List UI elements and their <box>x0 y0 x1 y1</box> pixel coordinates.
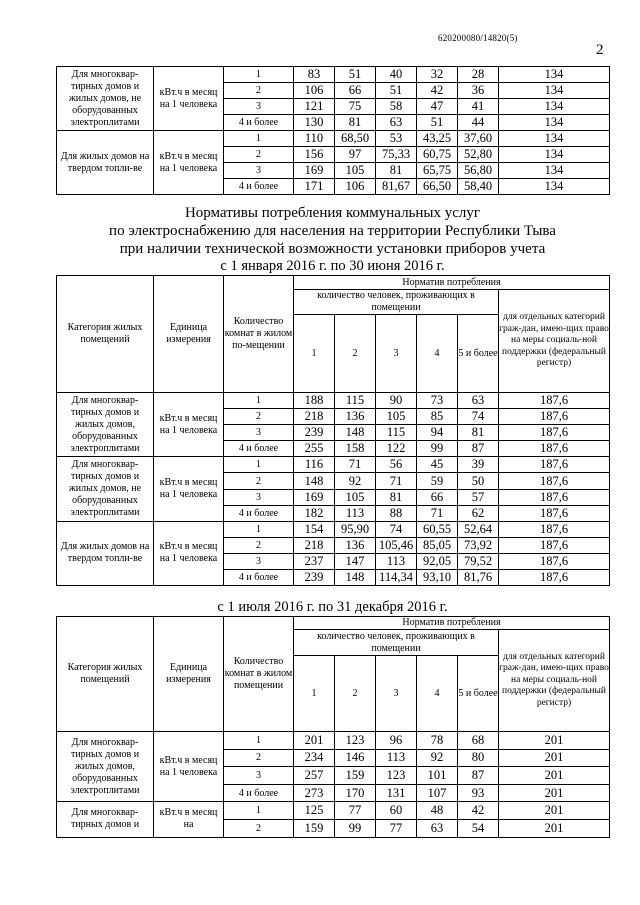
norm-value-cell: 159 <box>294 819 335 837</box>
rooms-cell: 1 <box>224 521 294 537</box>
norm-value-cell: 147 <box>335 553 376 569</box>
title-line-2: по электроснабжению для населения на территории Республики Тыва <box>109 223 556 239</box>
rooms-cell: 3 <box>224 489 294 505</box>
special-norm-cell: 201 <box>499 749 610 767</box>
norm-value-cell: 71 <box>335 457 376 473</box>
special-norm-cell: 134 <box>499 163 610 179</box>
norm-value-cell: 59 <box>417 473 458 489</box>
norm-value-cell: 218 <box>294 409 335 425</box>
norm-value-cell: 188 <box>294 393 335 409</box>
norm-value-cell: 53 <box>376 131 417 147</box>
norm-value-cell: 105,46 <box>376 537 417 553</box>
norm-value-cell: 81 <box>376 163 417 179</box>
period-heading-1: с 1 января 2016 г. по 30 июня 2016 г. <box>220 258 445 274</box>
header-people-5-plus: 5 и более <box>458 315 499 393</box>
norm-value-cell: 68,50 <box>335 131 376 147</box>
norm-value-cell: 63 <box>417 819 458 837</box>
rooms-cell: 1 <box>224 457 294 473</box>
special-norm-cell: 187,6 <box>499 537 610 553</box>
special-norm-cell: 134 <box>499 147 610 163</box>
norms-table-jan-jun-2016 <box>56 275 610 586</box>
norm-value-cell: 107 <box>417 784 458 802</box>
header-norm: Норматив потребления <box>294 617 610 630</box>
norm-value-cell: 66 <box>417 489 458 505</box>
unit-cell: кВт.ч в месяц на 1 человека <box>154 521 224 585</box>
norm-value-cell: 60,75 <box>417 147 458 163</box>
special-norm-cell: 134 <box>499 115 610 131</box>
special-norm-cell: 134 <box>499 179 610 195</box>
rooms-cell: 1 <box>224 131 294 147</box>
housing-category-cell: Для многоквар-тирных домов и жилых домов, не оборудованных электроплитами <box>57 457 154 521</box>
norm-value-cell: 51 <box>335 67 376 83</box>
unit-cell: кВт.ч в месяц на <box>154 802 224 837</box>
norm-value-cell: 92 <box>335 473 376 489</box>
special-norm-cell: 201 <box>499 802 610 820</box>
norm-value-cell: 85 <box>417 409 458 425</box>
special-norm-cell: 201 <box>499 767 610 785</box>
norm-value-cell: 81 <box>376 489 417 505</box>
norm-value-cell: 62 <box>458 505 499 521</box>
norm-value-cell: 106 <box>294 83 335 99</box>
norm-value-cell: 110 <box>294 131 335 147</box>
housing-category-cell: Для многоквар-тирных домов и <box>57 802 154 837</box>
special-norm-cell: 187,6 <box>499 393 610 409</box>
header-people-1: 1 <box>294 656 335 732</box>
header-unit: Единица измерения <box>154 276 224 393</box>
norms-table-jul-dec-2016 <box>56 616 610 838</box>
norm-value-cell: 81 <box>458 425 499 441</box>
norm-value-cell: 39 <box>458 457 499 473</box>
norm-value-cell: 40 <box>376 67 417 83</box>
norm-value-cell: 130 <box>294 115 335 131</box>
rooms-cell: 3 <box>224 163 294 179</box>
rooms-cell: 4 и более <box>224 115 294 131</box>
rooms-cell: 2 <box>224 749 294 767</box>
table-row <box>57 393 610 409</box>
page-title <box>56 204 609 258</box>
rooms-cell: 2 <box>224 473 294 489</box>
norm-value-cell: 52,80 <box>458 147 499 163</box>
header-people-2: 2 <box>335 315 376 393</box>
norm-value-cell: 158 <box>335 441 376 457</box>
special-norm-cell: 134 <box>499 67 610 83</box>
norm-value-cell: 106 <box>335 179 376 195</box>
title-line-3: при наличии технической возможности установки приборов учета <box>119 241 546 257</box>
special-norm-cell: 201 <box>499 819 610 837</box>
rooms-cell: 4 и более <box>224 441 294 457</box>
norm-value-cell: 73,92 <box>458 537 499 553</box>
norm-value-cell: 93 <box>458 784 499 802</box>
norm-value-cell: 99 <box>335 819 376 837</box>
norm-value-cell: 273 <box>294 784 335 802</box>
header-people-4: 4 <box>417 315 458 393</box>
norm-value-cell: 52,64 <box>458 521 499 537</box>
norm-value-cell: 68 <box>458 732 499 750</box>
norm-value-cell: 169 <box>294 163 335 179</box>
norm-value-cell: 156 <box>294 147 335 163</box>
norm-value-cell: 169 <box>294 489 335 505</box>
rooms-cell: 3 <box>224 99 294 115</box>
norm-value-cell: 121 <box>294 99 335 115</box>
norm-value-cell: 105 <box>335 489 376 505</box>
norm-value-cell: 81 <box>335 115 376 131</box>
norm-value-cell: 148 <box>294 473 335 489</box>
norm-value-cell: 116 <box>294 457 335 473</box>
norm-value-cell: 56,80 <box>458 163 499 179</box>
special-norm-cell: 187,6 <box>499 553 610 569</box>
norm-value-cell: 71 <box>417 505 458 521</box>
norm-value-cell: 47 <box>417 99 458 115</box>
norm-value-cell: 105 <box>335 163 376 179</box>
housing-category-cell: Для многоквар-тирных домов и жилых домов, оборудованных электроплитами <box>57 393 154 457</box>
norm-value-cell: 170 <box>335 784 376 802</box>
table-row <box>57 457 610 473</box>
rooms-cell: 1 <box>224 67 294 83</box>
rooms-cell: 3 <box>224 425 294 441</box>
norm-value-cell: 93,10 <box>417 570 458 586</box>
norm-value-cell: 44 <box>458 115 499 131</box>
housing-category-cell: Для многоквар-тирных домов и жилых домов, оборудованных электроплитами <box>57 732 154 802</box>
rooms-cell: 1 <box>224 732 294 750</box>
norm-value-cell: 32 <box>417 67 458 83</box>
table-row <box>57 131 610 147</box>
norm-value-cell: 48 <box>417 802 458 820</box>
special-norm-cell: 187,6 <box>499 409 610 425</box>
rooms-cell: 2 <box>224 147 294 163</box>
norm-value-cell: 136 <box>335 537 376 553</box>
norm-value-cell: 182 <box>294 505 335 521</box>
norm-value-cell: 58 <box>376 99 417 115</box>
norm-value-cell: 94 <box>417 425 458 441</box>
header-category: Категория жилых помещений <box>57 276 154 393</box>
housing-category-cell: Для многоквар-тирных домов и жилых домов, не оборудованных электроплитами <box>57 67 154 131</box>
norm-value-cell: 90 <box>376 393 417 409</box>
special-norm-cell: 134 <box>499 99 610 115</box>
special-norm-cell: 187,6 <box>499 425 610 441</box>
rooms-cell: 4 и более <box>224 179 294 195</box>
norm-value-cell: 56 <box>376 457 417 473</box>
rooms-cell: 4 и более <box>224 784 294 802</box>
norm-value-cell: 71 <box>376 473 417 489</box>
norm-value-cell: 73 <box>417 393 458 409</box>
header-people-3: 3 <box>376 656 417 732</box>
housing-category-cell: Для жилых домов на твердом топли-ве <box>57 131 154 195</box>
norm-value-cell: 92,05 <box>417 553 458 569</box>
table-row <box>57 521 610 537</box>
norm-value-cell: 77 <box>376 819 417 837</box>
norm-value-cell: 239 <box>294 425 335 441</box>
norm-value-cell: 201 <box>294 732 335 750</box>
norm-value-cell: 60,55 <box>417 521 458 537</box>
norm-value-cell: 85,05 <box>417 537 458 553</box>
rooms-cell: 2 <box>224 409 294 425</box>
unit-cell: кВт.ч в месяц на 1 человека <box>154 457 224 521</box>
norm-value-cell: 255 <box>294 441 335 457</box>
norm-value-cell: 88 <box>376 505 417 521</box>
document-number: 620200080/14820(5) <box>438 33 518 43</box>
special-norm-cell: 187,6 <box>499 489 610 505</box>
special-norm-cell: 187,6 <box>499 441 610 457</box>
table-row <box>57 732 610 750</box>
header-rooms: Количество комнат в жилом помещении <box>224 617 294 732</box>
unit-cell: кВт.ч в месяц на 1 человека <box>154 67 224 131</box>
norm-value-cell: 92 <box>417 749 458 767</box>
rooms-cell: 4 и более <box>224 505 294 521</box>
norm-value-cell: 257 <box>294 767 335 785</box>
norm-value-cell: 37,60 <box>458 131 499 147</box>
norm-value-cell: 113 <box>335 505 376 521</box>
unit-cell: кВт.ч в месяц на 1 человека <box>154 393 224 457</box>
norm-value-cell: 239 <box>294 570 335 586</box>
norm-value-cell: 42 <box>458 802 499 820</box>
special-norm-cell: 134 <box>499 131 610 147</box>
norm-value-cell: 79,52 <box>458 553 499 569</box>
norm-value-cell: 148 <box>335 570 376 586</box>
norm-value-cell: 123 <box>376 767 417 785</box>
norm-value-cell: 42 <box>417 83 458 99</box>
norm-value-cell: 51 <box>417 115 458 131</box>
norm-value-cell: 51 <box>376 83 417 99</box>
norm-value-cell: 148 <box>335 425 376 441</box>
norm-value-cell: 87 <box>458 767 499 785</box>
norm-value-cell: 77 <box>335 802 376 820</box>
norm-value-cell: 87 <box>458 441 499 457</box>
norm-value-cell: 58,40 <box>458 179 499 195</box>
norm-value-cell: 28 <box>458 67 499 83</box>
norm-value-cell: 66 <box>335 83 376 99</box>
header-special-categories: для отдельных категорий граж-дан, имею-щих право на меры социаль-ной поддержки (федеральный регистр) <box>499 630 610 732</box>
header-unit: Единица измерения <box>154 617 224 732</box>
norm-value-cell: 136 <box>335 409 376 425</box>
special-norm-cell: 134 <box>499 83 610 99</box>
norm-value-cell: 41 <box>458 99 499 115</box>
unit-cell: кВт.ч в месяц на 1 человека <box>154 131 224 195</box>
norm-value-cell: 159 <box>335 767 376 785</box>
norm-value-cell: 171 <box>294 179 335 195</box>
header-people-4: 4 <box>417 656 458 732</box>
header-special-categories: для отдельных категорий граж-дан, имею-щих право на меры социаль-ной поддержки (федеральный регистр) <box>499 290 610 393</box>
norm-value-cell: 96 <box>376 732 417 750</box>
norm-value-cell: 57 <box>458 489 499 505</box>
page-number: 2 <box>596 42 604 58</box>
norm-value-cell: 75 <box>335 99 376 115</box>
table-row <box>57 67 610 83</box>
header-norm: Норматив потребления <box>294 276 610 290</box>
special-norm-cell: 187,6 <box>499 505 610 521</box>
norm-value-cell: 234 <box>294 749 335 767</box>
norm-value-cell: 122 <box>376 441 417 457</box>
table-row <box>57 802 610 820</box>
special-norm-cell: 187,6 <box>499 570 610 586</box>
norm-value-cell: 60 <box>376 802 417 820</box>
norm-value-cell: 81,67 <box>376 179 417 195</box>
special-norm-cell: 187,6 <box>499 473 610 489</box>
header-people-1: 1 <box>294 315 335 393</box>
norm-value-cell: 113 <box>376 553 417 569</box>
norm-value-cell: 80 <box>458 749 499 767</box>
rooms-cell: 2 <box>224 537 294 553</box>
special-norm-cell: 201 <box>499 732 610 750</box>
norm-value-cell: 81,76 <box>458 570 499 586</box>
rooms-cell: 3 <box>224 553 294 569</box>
norm-value-cell: 65,75 <box>417 163 458 179</box>
norm-value-cell: 114,34 <box>376 570 417 586</box>
period-heading-2: с 1 июля 2016 г. по 31 декабря 2016 г. <box>217 599 448 615</box>
norm-value-cell: 95,90 <box>335 521 376 537</box>
norm-value-cell: 99 <box>417 441 458 457</box>
norm-value-cell: 74 <box>376 521 417 537</box>
header-people: количество человек, проживающих в помещении <box>294 290 499 315</box>
header-category: Категория жилых помещений <box>57 617 154 732</box>
norm-value-cell: 63 <box>458 393 499 409</box>
norm-value-cell: 218 <box>294 537 335 553</box>
housing-category-cell: Для жилых домов на твердом топли-ве <box>57 521 154 585</box>
rooms-cell: 3 <box>224 767 294 785</box>
title-line-1: Нормативы потребления коммунальных услуг <box>184 205 481 221</box>
norm-value-cell: 78 <box>417 732 458 750</box>
special-norm-cell: 187,6 <box>499 521 610 537</box>
norm-value-cell: 115 <box>335 393 376 409</box>
header-people-3: 3 <box>376 315 417 393</box>
norm-value-cell: 131 <box>376 784 417 802</box>
norm-value-cell: 125 <box>294 802 335 820</box>
header-rooms: Количество комнат в жилом по-мещении <box>224 276 294 393</box>
norm-value-cell: 54 <box>458 819 499 837</box>
norm-value-cell: 113 <box>376 749 417 767</box>
special-norm-cell: 201 <box>499 784 610 802</box>
continued-norms-table <box>56 66 610 195</box>
norm-value-cell: 154 <box>294 521 335 537</box>
norm-value-cell: 237 <box>294 553 335 569</box>
norm-value-cell: 74 <box>458 409 499 425</box>
rooms-cell: 2 <box>224 819 294 837</box>
header-people: количество человек, проживающих в помещении <box>294 630 499 656</box>
norm-value-cell: 43,25 <box>417 131 458 147</box>
norm-value-cell: 115 <box>376 425 417 441</box>
norm-value-cell: 50 <box>458 473 499 489</box>
norm-value-cell: 36 <box>458 83 499 99</box>
norm-value-cell: 45 <box>417 457 458 473</box>
header-people-2: 2 <box>335 656 376 732</box>
norm-value-cell: 105 <box>376 409 417 425</box>
norm-value-cell: 146 <box>335 749 376 767</box>
norm-value-cell: 97 <box>335 147 376 163</box>
norm-value-cell: 75,33 <box>376 147 417 163</box>
rooms-cell: 4 и более <box>224 570 294 586</box>
header-people-5-plus: 5 и более <box>458 656 499 732</box>
norm-value-cell: 66,50 <box>417 179 458 195</box>
rooms-cell: 1 <box>224 802 294 820</box>
norm-value-cell: 63 <box>376 115 417 131</box>
norm-value-cell: 83 <box>294 67 335 83</box>
norm-value-cell: 101 <box>417 767 458 785</box>
special-norm-cell: 187,6 <box>499 457 610 473</box>
rooms-cell: 2 <box>224 83 294 99</box>
norm-value-cell: 123 <box>335 732 376 750</box>
unit-cell: кВт.ч в месяц на 1 человека <box>154 732 224 802</box>
rooms-cell: 1 <box>224 393 294 409</box>
